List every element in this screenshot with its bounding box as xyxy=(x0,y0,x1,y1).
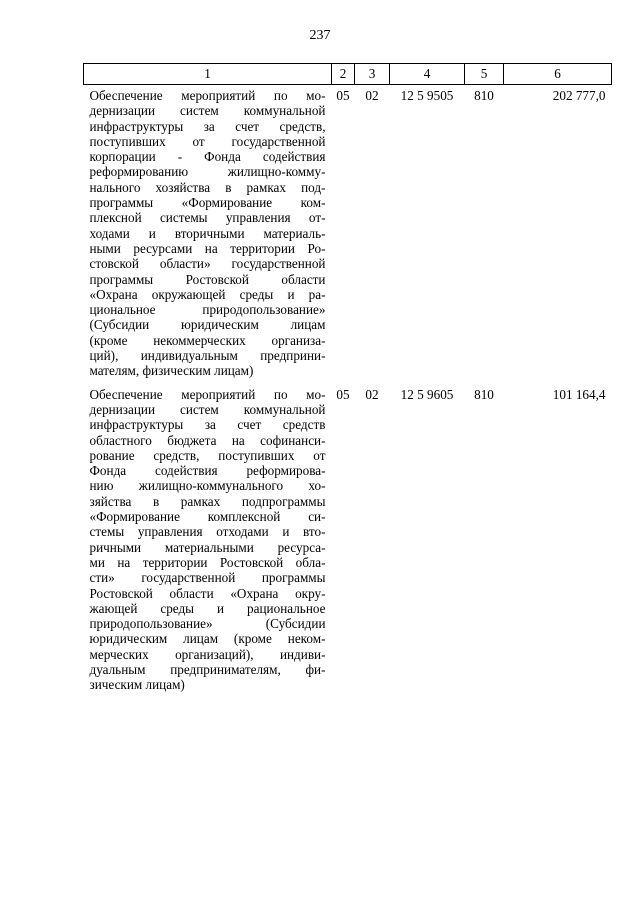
description-line: Обеспечение мероприятий по мо- xyxy=(89,386,326,402)
description-line: жающей среды и рациональное xyxy=(89,600,326,616)
description-line: плексной системы управления от- xyxy=(89,210,326,226)
description-line: зическим лицам) xyxy=(89,677,185,693)
header-col-3: 3 xyxy=(355,64,390,85)
description-line: рование средств, поступивших от xyxy=(89,447,326,463)
description-line: нального хозяйства в рамках под- xyxy=(89,179,326,195)
table-body xyxy=(84,85,612,698)
description-line: (Субсидии юридическим лицам xyxy=(89,317,326,333)
description-line: ходами и вторичными материаль- xyxy=(89,225,326,241)
description-line: мерческих организаций), индиви- xyxy=(89,646,326,662)
table-row xyxy=(84,85,612,384)
page-number: 237 xyxy=(309,28,331,43)
description-line: инфраструктуры за счет средств, xyxy=(89,118,326,134)
header-col-6: 6 xyxy=(504,64,612,85)
description-line: природопользование» (Субсидии xyxy=(89,616,326,632)
description-line: областного бюджета на софинанси- xyxy=(89,432,326,448)
description-line: нию жилищно-коммунального хо- xyxy=(89,478,326,494)
table-row xyxy=(84,384,612,698)
subsection-code: 02 xyxy=(365,386,379,402)
target-article-code: 12 5 9605 xyxy=(400,386,454,402)
subsection-code: 02 xyxy=(365,88,379,103)
header-col-2: 2 xyxy=(332,64,355,85)
description-line: мателям, физическим лицам) xyxy=(89,363,254,379)
description-line: «Формирование комплексной си- xyxy=(89,509,326,525)
description-line: циональное природопользование» xyxy=(89,302,326,318)
description-line: ций), индивидуальным предприни- xyxy=(89,348,326,364)
description-line: Ростовской области «Охрана окру- xyxy=(89,585,326,601)
description-line: программы Ростовской области xyxy=(89,271,326,287)
description-line: «Охрана окружающей среды и ра- xyxy=(89,286,326,302)
header-col-4: 4 xyxy=(390,64,465,85)
description-line: дернизации систем коммунальной xyxy=(89,401,326,417)
description-line: стовской области» государственной xyxy=(89,256,326,272)
section-code: 05 xyxy=(336,88,350,103)
description-line: поступивших от государственной xyxy=(89,133,326,149)
section-code: 05 xyxy=(336,386,350,402)
description-line: ными ресурсами на территории Ро- xyxy=(89,240,326,256)
row-description xyxy=(84,85,332,384)
description-line: инфраструктуры за счет средств xyxy=(89,417,326,433)
target-article-code: 12 5 9505 xyxy=(400,88,454,103)
budget-table xyxy=(83,63,612,698)
description-line: юридическим лицам (кроме неком- xyxy=(89,631,326,647)
description-line: дернизации систем коммунальной xyxy=(89,103,326,119)
description-line: (кроме некоммерческих организа- xyxy=(89,332,326,348)
expense-type-code: 810 xyxy=(474,88,494,103)
description-line: Фонда содействия реформирова- xyxy=(89,463,326,479)
description-line: ричными материальными ресурса- xyxy=(89,539,326,555)
description-line: реформированию жилищно-комму- xyxy=(89,164,326,180)
description-line: стемы управления отходами и вто- xyxy=(89,524,326,540)
amount-value: 202 777,0 xyxy=(552,88,606,103)
amount-value: 101 164,4 xyxy=(552,386,606,402)
row-description xyxy=(84,384,332,698)
header-col-1: 1 xyxy=(84,64,332,85)
description-line: дуальным предпринимателям, фи- xyxy=(89,661,326,677)
description-line: программы «Формирование ком- xyxy=(89,195,326,211)
description-line: сти» государственной программы xyxy=(89,570,326,586)
header-row xyxy=(84,64,612,85)
expense-type-code: 810 xyxy=(474,386,494,402)
description-line: корпорации - Фонда содействия xyxy=(89,149,326,165)
description-line: ми на территории Ростовской обла- xyxy=(89,554,326,570)
header-col-5: 5 xyxy=(465,64,504,85)
description-line: зяйства в рамках подпрограммы xyxy=(89,493,326,509)
description-line: Обеспечение мероприятий по мо- xyxy=(89,88,326,103)
